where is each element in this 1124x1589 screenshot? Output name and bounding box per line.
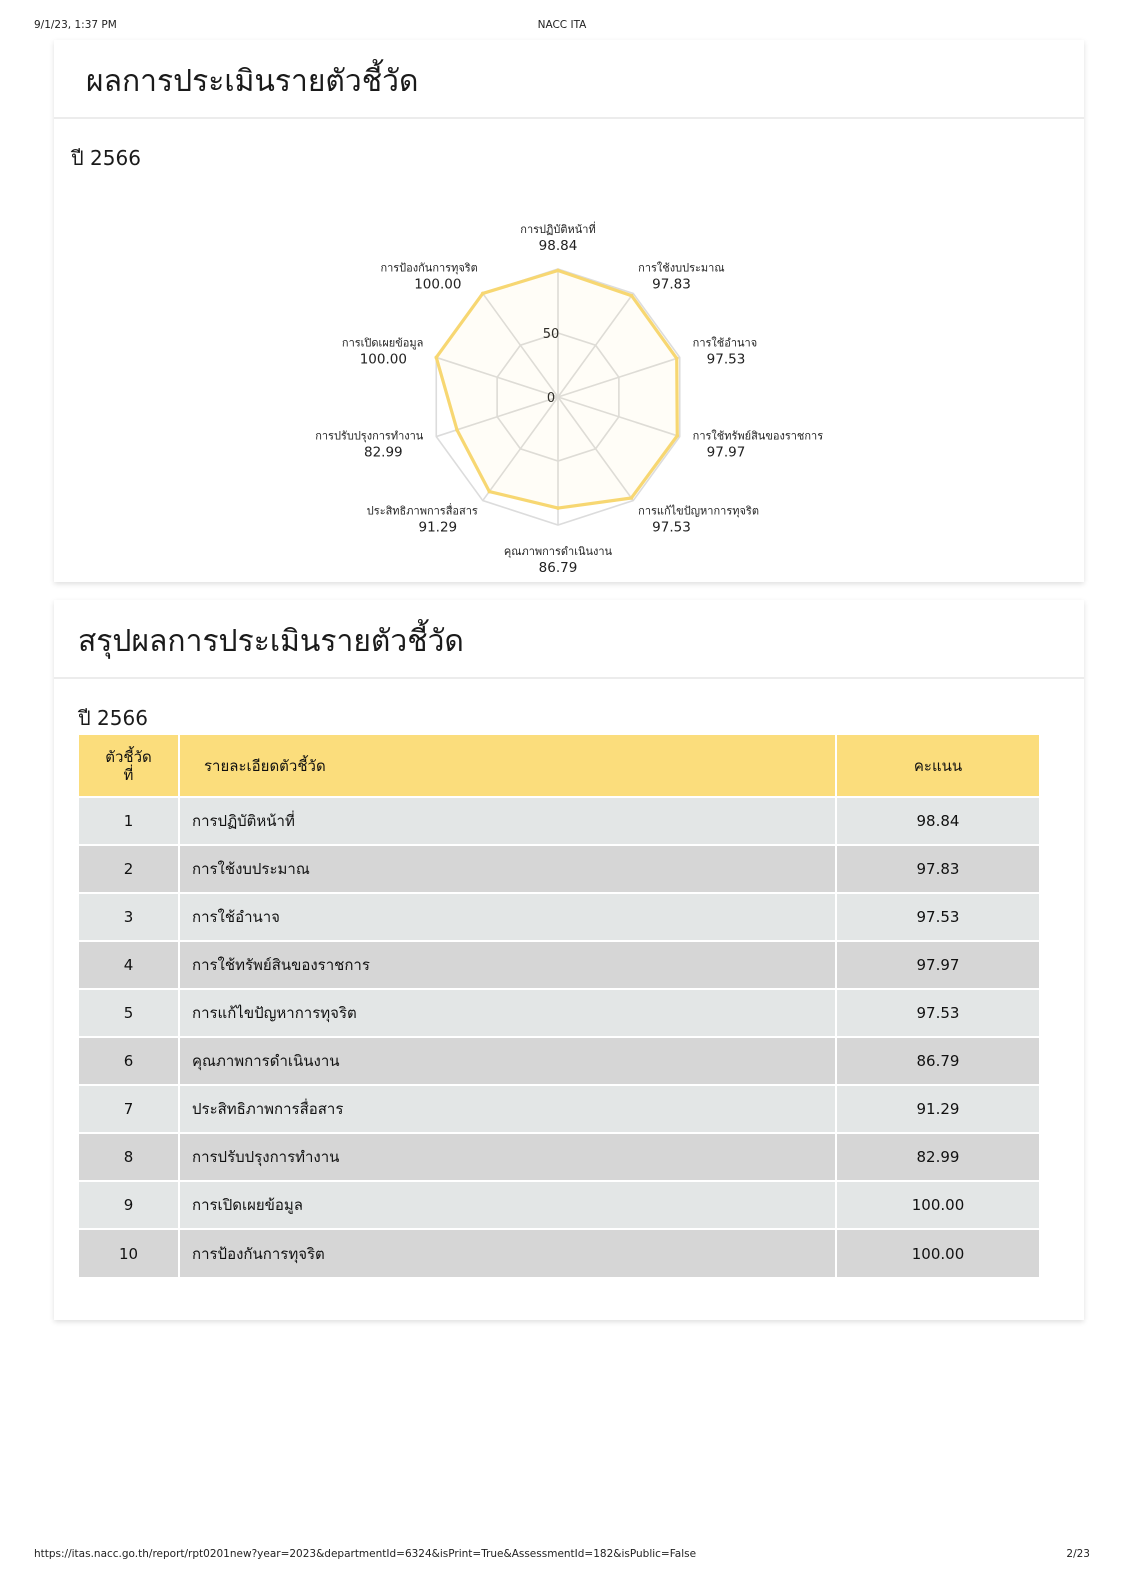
radar-value-label: 100.00 [414,276,462,293]
year-label: ปี 2566 [78,706,148,730]
radar-value-label: 97.53 [652,519,691,536]
row-score: 100.00 [836,1181,1039,1229]
row-no: 6 [79,1037,179,1085]
row-no: 1 [79,797,179,845]
radar-category-label: การใช้งบประมาณ [638,261,725,275]
row-score: 97.83 [836,845,1039,893]
print-page-title: NACC ITA [537,19,587,31]
row-name: การใช้ทรัพย์สินของราชการ [179,941,836,989]
row-no: 8 [79,1133,179,1181]
row-score: 97.97 [836,941,1039,989]
radar-value-label: 97.83 [652,276,691,293]
radar-data-point [434,356,438,360]
radar-value-label: 97.97 [706,444,746,461]
radar-value-label: 98.84 [538,238,578,254]
row-score: 82.99 [836,1133,1039,1181]
row-name: การปรับปรุงการทำงาน [179,1133,836,1181]
radar-category-label: การเปิดเผยข้อมูล [341,336,424,350]
row-name: การใช้งบประมาณ [179,845,836,893]
radar-data-point [630,496,634,500]
radar-data-point [481,292,485,296]
table-header-row [79,735,1039,797]
radar-data-point [556,269,560,273]
table-row [79,1037,1039,1085]
radar-value-label: 86.79 [538,560,578,576]
print-datetime: 9/1/23, 1:37 PM [34,19,117,31]
table-row [79,893,1039,941]
row-score: 98.84 [836,797,1039,845]
header-indicator-no-line2: ที่ [123,765,134,784]
row-name: คุณภาพการดำเนินงาน [179,1037,836,1085]
table-row [79,1085,1039,1133]
card-header [54,600,1084,679]
header-indicator-detail: รายละเอียดตัวชี้วัด [179,735,836,797]
radar-category-label: การใช้อำนาจ [692,336,758,350]
radar-category-label: การปรับปรุงการทำงาน [315,429,424,443]
row-no: 5 [79,989,179,1037]
radar-data-point [675,357,679,361]
indicator-summary-card [54,600,1084,1320]
radar-value-label: 100.00 [359,351,407,368]
header-indicator-no [79,735,179,797]
radar-category-label: ประสิทธิภาพการสื่อสาร [366,504,478,518]
radar-data-point [556,506,560,510]
row-score: 91.29 [836,1085,1039,1133]
row-name: การปฏิบัติหน้าที่ [179,797,836,845]
table-row [79,941,1039,989]
row-no: 4 [79,941,179,989]
row-name: การแก้ไขปัญหาการทุจริต [179,989,836,1037]
row-score: 86.79 [836,1037,1039,1085]
radar-category-label: การแก้ไขปัญหาการทุจริต [638,504,759,518]
radar-series-polygon [436,270,677,508]
table-row [79,1181,1039,1229]
table-row [79,1229,1039,1277]
print-url: https://itas.nacc.go.th/report/rpt0201new?year=2023&departmentId=6324&isPrint=True&AssessmentId=182&isPublic=False [34,1548,697,1560]
radar-value-label: 97.53 [706,351,746,368]
radar-data-point [455,428,459,432]
row-score: 97.53 [836,893,1039,941]
radar-data-point [675,434,679,438]
table-row [79,989,1039,1037]
table-row [79,845,1039,893]
radar-category-label: คุณภาพการดำเนินงาน [503,545,613,558]
section-title: สรุปผลการประเมินรายตัวชี้วัด [78,624,464,659]
row-name: ประสิทธิภาพการสื่อสาร [179,1085,836,1133]
radar-category-label: การป้องกันการทุจริต [380,261,478,275]
table-row [79,797,1039,845]
card-header [54,40,1084,119]
row-name: การเปิดเผยข้อมูล [179,1181,836,1229]
radar-data-point [630,294,634,298]
year-label: ปี 2566 [71,146,141,170]
row-no: 7 [79,1085,179,1133]
row-score: 100.00 [836,1229,1039,1277]
radar-value-label: 91.29 [418,519,458,536]
table-row [79,1133,1039,1181]
print-page-number: 2/23 [1066,1548,1090,1560]
radar-chart [54,180,1084,580]
radar-category-label: การปฏิบัติหน้าที่ [520,223,596,236]
section-title: ผลการประเมินรายตัวชี้วัด [86,64,419,99]
radar-value-label: 82.99 [364,444,403,461]
indicator-score-table [79,735,1039,1277]
row-no: 3 [79,893,179,941]
row-no: 10 [79,1229,179,1277]
header-score: คะแนน [836,735,1039,797]
print-header [0,19,1124,33]
row-no: 9 [79,1181,179,1229]
row-name: การใช้อำนาจ [179,893,836,941]
header-indicator-no-line1: ตัวชี้วัด [105,747,152,766]
radar-data-point [488,490,492,494]
row-no: 2 [79,845,179,893]
indicator-results-card [54,40,1084,582]
row-score: 97.53 [836,989,1039,1037]
row-name: การป้องกันการทุจริต [179,1229,836,1277]
print-footer [0,1548,1124,1562]
radar-category-label: การใช้ทรัพย์สินของราชการ [692,429,824,443]
